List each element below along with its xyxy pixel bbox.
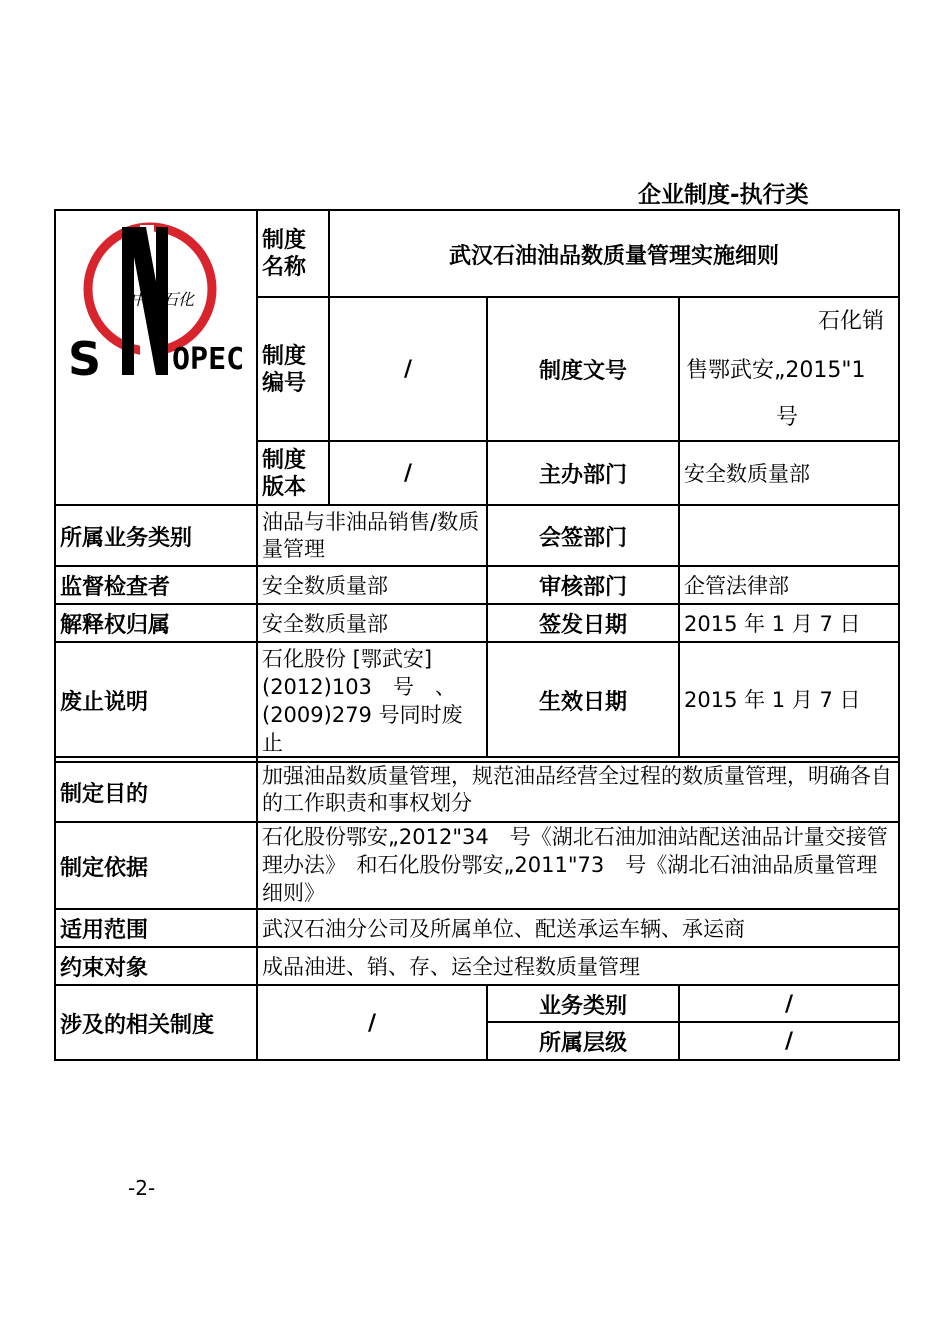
- interpret-value: 安全数质量部: [262, 611, 388, 636]
- effective-value: 2015 年 1 月 7 日: [684, 688, 861, 712]
- review-label: 审核部门: [538, 575, 627, 600]
- biz-type-label: 业务类别: [538, 993, 627, 1019]
- issue-date-label: 签发日期: [538, 613, 627, 638]
- biz-category-label: 所属业务类别: [60, 525, 193, 551]
- constraint-value: 成品油进、销、存、运全过程数质量管理: [262, 954, 640, 979]
- doc-no-line-1: 石化销: [817, 309, 884, 334]
- cosign-label: 会签部门: [538, 525, 627, 551]
- abolish-line-3: (2009)279 号同时废: [262, 703, 463, 727]
- doc-no-line-3: 号: [776, 405, 799, 430]
- review-value: 企管法律部: [684, 573, 789, 598]
- basis-label: 制定依据: [60, 855, 149, 881]
- name-value: 武汉石油油品数质量管理实施细则: [448, 243, 779, 269]
- scope-value: 武汉石油分公司及所属单位、配送承运车辆、承运商: [262, 916, 745, 941]
- doc-no-value: [680, 298, 898, 441]
- header-category: 企业制度-执行类: [638, 182, 809, 208]
- basis-value: 石化股份鄂安„2012"34 号《湖北石油加油站配送油品计量交接管理办法》 和石化股份鄂安„2011"73 号《湖北石油油品质量管理细则》: [262, 825, 888, 905]
- sinopec-logo: [62, 217, 252, 397]
- purpose-value: 加强油品数质量管理，规范油品经营全过程的数质量管理，明确各自的工作职责和事权划分: [262, 764, 892, 815]
- cosign-value: [680, 506, 898, 566]
- svg-text:S: S: [68, 332, 102, 386]
- version-value: /: [403, 461, 413, 486]
- purpose-label: 制定目的: [60, 782, 149, 807]
- version-label: 制度 版本: [262, 447, 307, 500]
- doc-no-label: 制度文号: [538, 359, 627, 384]
- level-label: 所属层级: [538, 1031, 627, 1056]
- scope-label: 适用范围: [60, 918, 149, 943]
- abolish-value: [258, 643, 486, 757]
- interpret-label: 解释权归属: [60, 613, 171, 638]
- abolish-line-2: (2012)103 号 、: [262, 675, 456, 699]
- host-dept-label: 主办部门: [538, 463, 627, 488]
- name-label: 制度 名称: [262, 228, 307, 280]
- regulation-info-table: [54, 209, 900, 1061]
- doc-no-line-2: 售鄂武安„2015"1: [686, 358, 866, 383]
- abolish-line-4: 止: [262, 731, 283, 755]
- svg-text:中国石化: 中国石化: [130, 290, 195, 309]
- page-number: -2-: [128, 1176, 156, 1200]
- supervisor-value: 安全数质量部: [262, 573, 388, 598]
- supervisor-label: 监督检查者: [60, 575, 171, 600]
- constraint-label: 约束对象: [60, 956, 149, 981]
- related-value: /: [367, 1010, 377, 1036]
- effective-label: 生效日期: [538, 689, 627, 715]
- level-value: /: [784, 1029, 794, 1054]
- abolish-line-1: 石化股份 [鄂武安]: [262, 647, 433, 671]
- svg-text:OPEC: OPEC: [172, 342, 245, 377]
- number-label: 制度 编号: [262, 343, 307, 396]
- abolish-label: 废止说明: [60, 689, 149, 715]
- biz-type-value: /: [784, 991, 794, 1017]
- biz-category-value: 油品与非油品销售/数质量管理: [262, 510, 480, 561]
- issue-date-value: 2015 年 1 月 7 日: [684, 611, 861, 636]
- number-value: /: [403, 357, 413, 382]
- host-dept-value: 安全数质量部: [684, 461, 810, 486]
- related-label: 涉及的相关制度: [60, 1012, 215, 1038]
